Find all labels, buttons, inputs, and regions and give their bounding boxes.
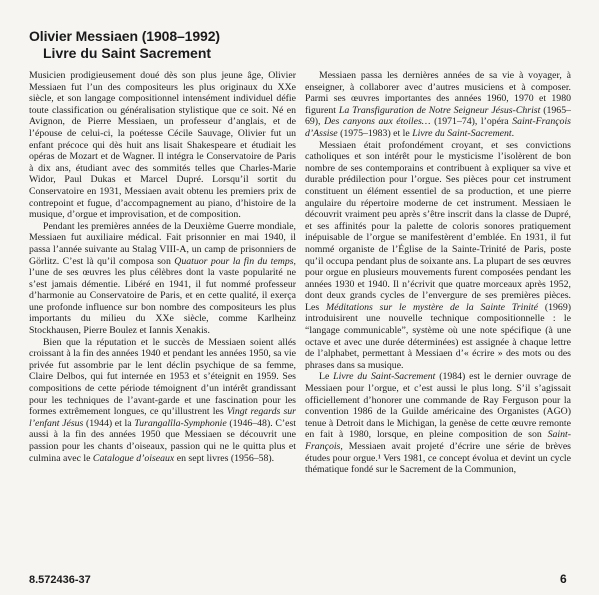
text-run: , l’une de ses œuvres les plus célèbres dont la vaste popularité ne s’est jamais démentie. Libéré en 1941, il fut nommé professeur d’harmonie au Conservatoire de Paris, et en cette qualité, il exerça une profonde influence sur bon nombre des compositeurs les plus importants du milieu du XXe siècle, comme Karlheinz Stockhausen, Pierre Boulez et Iannis Xenakis. [29, 255, 296, 337]
left-column [29, 70, 296, 578]
work-title: Des canyons aux étoiles… [324, 116, 431, 128]
work-title: Quatuor pour la fin du temps [174, 255, 294, 267]
paragraph [29, 221, 296, 337]
work-title: Livre du Saint-Sacrement [412, 127, 512, 139]
text-run: (1971–74), l’opéra [430, 116, 513, 128]
page-title: Olivier Messiaen (1908–1992) [29, 28, 220, 44]
work-title: Vingt regards sur l’enfant Jésus [29, 406, 296, 429]
text-run: (1975–1983) et le [337, 127, 413, 139]
text-run: (1969) introduisirent une nouvelle technique compositionnelle : le “langage communicable”, système où une note spécifique (à une octave et avec une durée déterminées) est assignée à chaque lettre de l’alphabet, permettant à Messiaen d’« écrire » des mots ou des phrases dans sa musique. [305, 301, 571, 371]
paragraph [305, 70, 571, 140]
work-title: Méditations sur le mystère de la Sainte Trinité [326, 301, 539, 313]
work-title: Turangalîla-Symphonie [134, 417, 227, 429]
work-title: La Transfiguration de Notre Seigneur Jésus-Christ [338, 104, 541, 116]
text-run: (1965–69), [305, 104, 571, 128]
text-run: Le [319, 371, 334, 383]
text-run: (1984) est le dernier ouvrage de Messiaen pour l’orgue, et c’est aussi le plus long. S’il s’agissait officiellement d’honorer une commande de Ray Ferguson pour la convention 1986 de la Guilde américaine des Organistes (AGO) tenue à Detroit dans le Michigan, la genèse de cette œuvre remonte en fait à 1980, lorsque, en pleine composition de son [305, 371, 571, 441]
text-run: Musicien prodigieusement doué dès son plus jeune âge, Olivier Messiaen fut l’un des compositeurs les plus originaux du XXe siècle, et son langage compositionnel intensément individuel défie toute classification ou généralisation stylistique que ce soit. Né en Avignon, de Pierre Messiaen, un professeur d’anglais, et de l’épouse de celui-ci, la poétesse Cécile Sauvage, Olivier fut un enfant précoce qui dès huit ans lisait Shakespeare et étudiait les opéras de Mozart et de Wagner. Il intégra le Conservatoire de Paris à dix ans, étudiant avec des sommités telles que Charles-Marie Widor, Paul Dukas et Marcel Dupré. Lorsqu’il sortit du Conservatoire en 1931, Messiaen avait obtenu les premiers prix de contrepoint et fugue, d’accompagnement au piano, d’histoire de la musique, d’orgue et improvisation, et de composition. [29, 70, 296, 221]
paragraph [305, 140, 571, 372]
right-column [305, 70, 571, 578]
text-run: (1946–48). C’est aussi à la fin des années 1950 que Messiaen se découvrit une passion pour les chants d’oiseaux, passion qui ne le quitta plus et culmina avec le [29, 417, 296, 464]
work-title: Saint-François d’Assise [305, 116, 571, 139]
text-run: Bien que la réputation et le succès de Messiaen soient allés croissant à la fin des années 1940 et pendant les années 1950, sa vie privée fut assombrie par le lent déclin psychique de sa femme, Claire Delbos, qui fut internée en 1953 et s’éteignit en 1959. Ses compositions de cette période témoignent d’un intérêt grandissant pour les techniques de l’avant-garde et une fascination pour les formes extrêmement longues, ce qu’illustrent les [29, 336, 296, 418]
paragraph [29, 70, 296, 221]
paragraph [305, 371, 571, 475]
paragraph [29, 337, 296, 465]
catalog-number: 8.572436-37 [29, 574, 91, 586]
page-number: 6 [560, 572, 567, 586]
text-run: Messiaen passa les dernières années de sa vie à voyager, à enseigner, à collaborer avec d’autres musiciens et à composer. Parmi ses œuvres importantes des années 1960, 1970 et 1980 figurent [305, 70, 571, 116]
work-title: Catalogue d’oiseaux [92, 452, 175, 464]
text-run: (1944) et la [83, 417, 135, 429]
text-run: en sept livres (1956–58). [174, 452, 275, 464]
work-title: Livre du Saint-Sacrement [333, 371, 436, 383]
text-run: Messiaen était profondément croyant, et ses convictions catholiques et son intérêt pour le mysticisme l’isolèrent de bon nombre de ses contemporains et contribuent à expliquer sa vive et durable prédilection pour l’orgue. Ses pièces pour cet instrument constituent un élément essentiel de sa production, et une pierre angulaire du répertoire moderne de cet instrument. Messiaen le découvrit vraiment peu après s’être inscrit dans la classe de Dupré, et ses affinités pour la palette de coloris sonores pratiquement inépuisable de l’orgue se manifestèrent d’emblée. En 1931, il fut nommé organiste de l’Église de la Sainte-Trinité de Paris, poste qu’il occupa pendant plus de soixante ans. La plupart de ses œuvres pour orgue en plusieurs mouvements furent composées pendant les années 1930 et 1940. Il n’écrivit que quatre morceaux après 1952, dont deux grands cycles de l’envergure de ses premières pièces. Les [305, 139, 571, 313]
header [29, 28, 569, 62]
text-run: . [511, 127, 515, 139]
page-subtitle: Livre du Saint Sacrement [43, 45, 212, 61]
work-title: Saint-François [305, 429, 571, 452]
text-run: Pendant les premières années de la Deuxième Guerre mondiale, Messiaen fut auxiliaire médical. Fait prisonnier en mai 1940, il passa l’année suivante au Stalag VIII-A, un camp de prisonniers de Görlitz. C’est là qu’il composa son [29, 220, 296, 267]
text-run: , Messiaen avait projeté d’écrire une série de brèves études pour orgue.¹ Vers 1981, ce concept évolua et devint un cycle thématique fondé sur le Sacrement de la Communion, [305, 441, 571, 476]
